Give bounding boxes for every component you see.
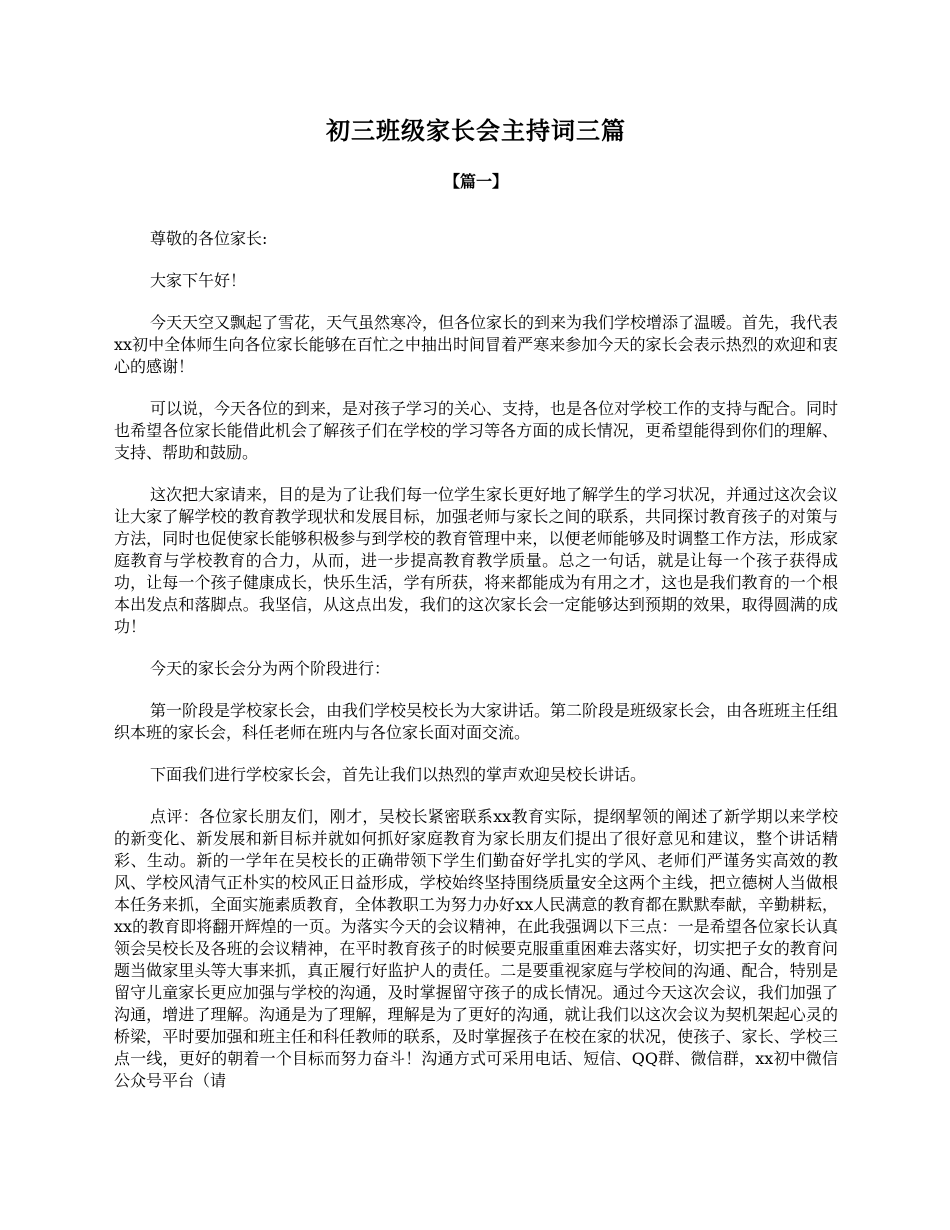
section-label: 【篇一】 [443, 172, 508, 191]
document-title: 初三班级家长会主持词三篇 [326, 116, 626, 145]
paragraph-stages-intro: 今天的家长会分为两个阶段进行： [150, 659, 391, 678]
paragraph-salutation: 尊敬的各位家长: [150, 229, 268, 248]
paragraph-purpose: 这次把大家请来，目的是为了让我们每一位学生家长更好地了解学生的学习状况，并通过这次会议让大家了解学校的教育教学现状和发展目标，加强老师与家长之间的联系，共同探讨教育孩子的对策与方法，同时也促使家长能够积极参与到学校的教育管理中来，以便老师能够及时调整工作方法，形成家庭教育与学校教育的合力，从而，进一步提高教育教学质量。总之一句话，就是让每一个孩子获得成功，让每一个孩子健康成长，快乐生活，学有所获，将来都能成为有用之才，这也是我们教育的一个根本出发点和落脚点。我坚信，从这点出发，我们的这次家长会一定能够达到预期的效果，取得圆满的成功！ [114, 485, 839, 636]
paragraph-principal-intro: 下面我们进行学校家长会，首先让我们以热烈的掌声欢迎吴校长讲话。 [150, 765, 647, 784]
document-page [114, 100, 838, 1112]
paragraph-stages-detail: 第一阶段是学校家长会，由我们学校吴校长为大家讲话。第二阶段是班级家长会，由各班班主任组织本班的家长会，科任老师在班内与各位家长面对面交流。 [114, 701, 839, 742]
paragraph-comment: 点评：各位家长朋友们，刚才，吴校长紧密联系xx教育实际，提纲挈领的阐述了新学期以来学校的新变化、新发展和新目标并就如何抓好家庭教育为家长朋友们提出了很好意见和建议，整个讲话精彩、生动。新的一学年在吴校长的正确带领下学生们勤奋好学扎实的学风、老师们严谨务实高效的教风、学校风清气正朴实的校风正日益形成，学校始终坚持围绕质量安全这两个主线，把立德树人当做根本任务来抓，全面实施素质教育，全体教职工为努力办好xx人民满意的教育都在默默奉献，辛勤耕耘，xx的教育即将翻开辉煌的一页。为落实今天的会议精神，在此我强调以下三点：一是希望各位家长认真领会吴校长及各班的会议精神，在平时教育孩子的时候要克服重重困难去落实好，切实把子女的教育问题当做家里头等大事来抓，真正履行好监护人的责任。二是要重视家庭与学校间的沟通、配合，特别是留守儿童家长更应加强与学校的沟通，及时掌握留守孩子的成长情况。通过今天这次会议，我们加强了沟通，增进了理解。沟通是为了理解，理解是为了更好的沟通，就让我们以这次会议为契机架起心灵的桥梁，平时要加强和班主任和科任教师的联系，及时掌握孩子在校在家的状况，使孩子、家长、学校三点一线，更好的朝着一个目标而努力奋斗！沟通方式可采用电话、短信、QQ群、微信群，xx初中微信公众号平台（请 [114, 807, 838, 1090]
paragraph-support: 可以说，今天各位的到来，是对孩子学习的关心、支持，也是各位对学校工作的支持与配合。同时也希望各位家长能借此机会了解孩子们在学校的学习等各方面的成长情况，更希望能得到你们的理解、支持、帮助和鼓励。 [114, 399, 839, 462]
paragraph-greeting: 大家下午好！ [150, 271, 247, 290]
document-body [114, 228, 838, 1092]
paragraph-welcome: 今天天空又飘起了雪花，天气虽然寒冷，但各位家长的到来为我们学校增添了温暖。首先，我代表xx初中全体师生向各位家长能够在百忙之中抽出时间冒着严寒来参加今天的家长会表示热烈的欢迎和衷心的感谢！ [114, 313, 839, 376]
